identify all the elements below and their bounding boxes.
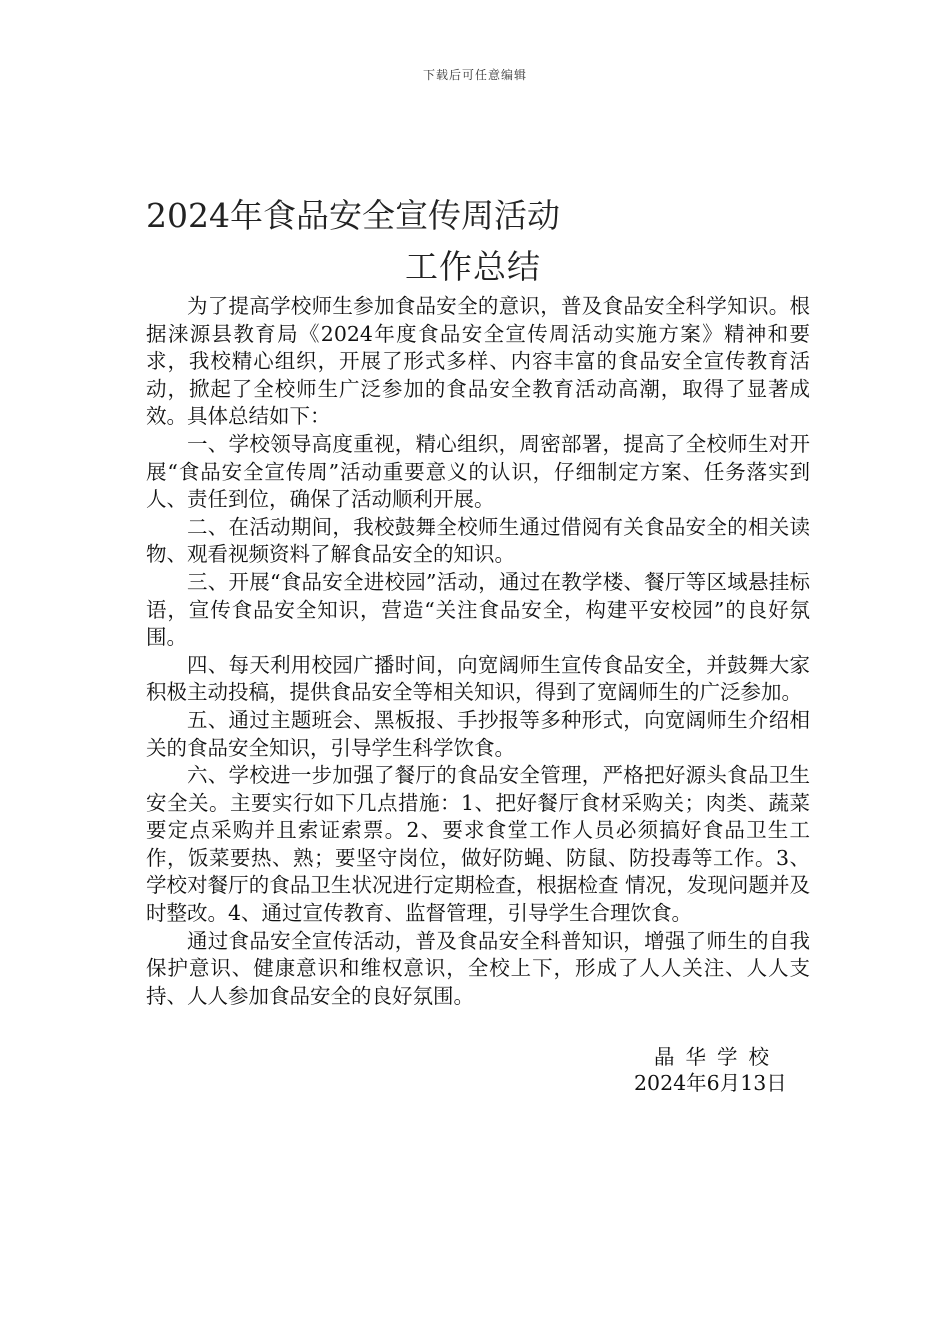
signature-school: 晶华学校: [654, 1045, 780, 1069]
header-note: 下载后可任意编辑: [422, 68, 527, 82]
signature-date: 2024年6月13日: [634, 1071, 787, 1095]
paragraph-item-1: 一、学校领导高度重视，精心组织，周密部署，提高了全校师生对开展“食品安全宣传周”活动重要意义的认识，仔细制定方案、任务落实到人、责任到位，确保了活动顺利开展。: [146, 431, 810, 512]
document-body: [146, 293, 810, 1010]
paragraph-item-3: 三、开展“食品安全进校园”活动，通过在教学楼、餐厅等区域悬挂标语，宣传食品安全知识，营造“关注食品安全，构建平安校园”的良好氛围。: [146, 569, 810, 650]
paragraph-item-4: 四、每天利用校园广播时间，向宽阔师生宣传食品安全，并鼓舞大家积极主动投稿，提供食品安全等相关知识，得到了宽阔师生的广泛参加。: [146, 652, 810, 705]
paragraph-item-6: 六、学校进一步加强了餐厅的食品安全管理，严格把好源头食品卫生安全关。主要实行如下几点措施：1、把好餐厅食材采购关；肉类、蔬菜要定点采购并且索证索票。2、要求食堂工作人员必须搞好食品卫生工作，饭菜要热、熟；要坚守岗位，做好防蝇、防鼠、防投毒等工作。3、学校对餐厅的食品卫生状况进行定期检查，根据检查 情况，发现问题并及时整改。4、通过宣传教育、监督管理，引导学生合理饮食。: [146, 763, 810, 926]
paragraph-item-5: 五、通过主题班会、黑板报、手抄报等多种形式，向宽阔师生介绍相关的食品安全知识，引导学生科学饮食。: [146, 707, 810, 760]
document-title: 2024年食品安全宣传周活动: [146, 196, 560, 235]
paragraph-conclusion: 通过食品安全宣传活动，普及食品安全科普知识，增强了师生的自我保护意识、健康意识和维权意识，全校上下，形成了人人关注、人人支持、人人参加食品安全的良好氛围。: [146, 928, 810, 1008]
document-subtitle: 工作总结: [405, 247, 541, 286]
paragraph-intro: 为了提高学校师生参加食品安全的意识，普及食品安全科学知识。根据涞源县教育局《2024年度食品安全宣传周活动实施方案》精神和要求，我校精心组织，开展了形式多样、内容丰富的食品安全宣传教育活动，掀起了全校师生广泛参加的食品安全教育活动高潮，取得了显著成效。具体总结如下：: [146, 294, 810, 429]
paragraph-item-2: 二、在活动期间，我校鼓舞全校师生通过借阅有关食品安全的相关读物、观看视频资料了解食品安全的知识。: [146, 514, 810, 567]
